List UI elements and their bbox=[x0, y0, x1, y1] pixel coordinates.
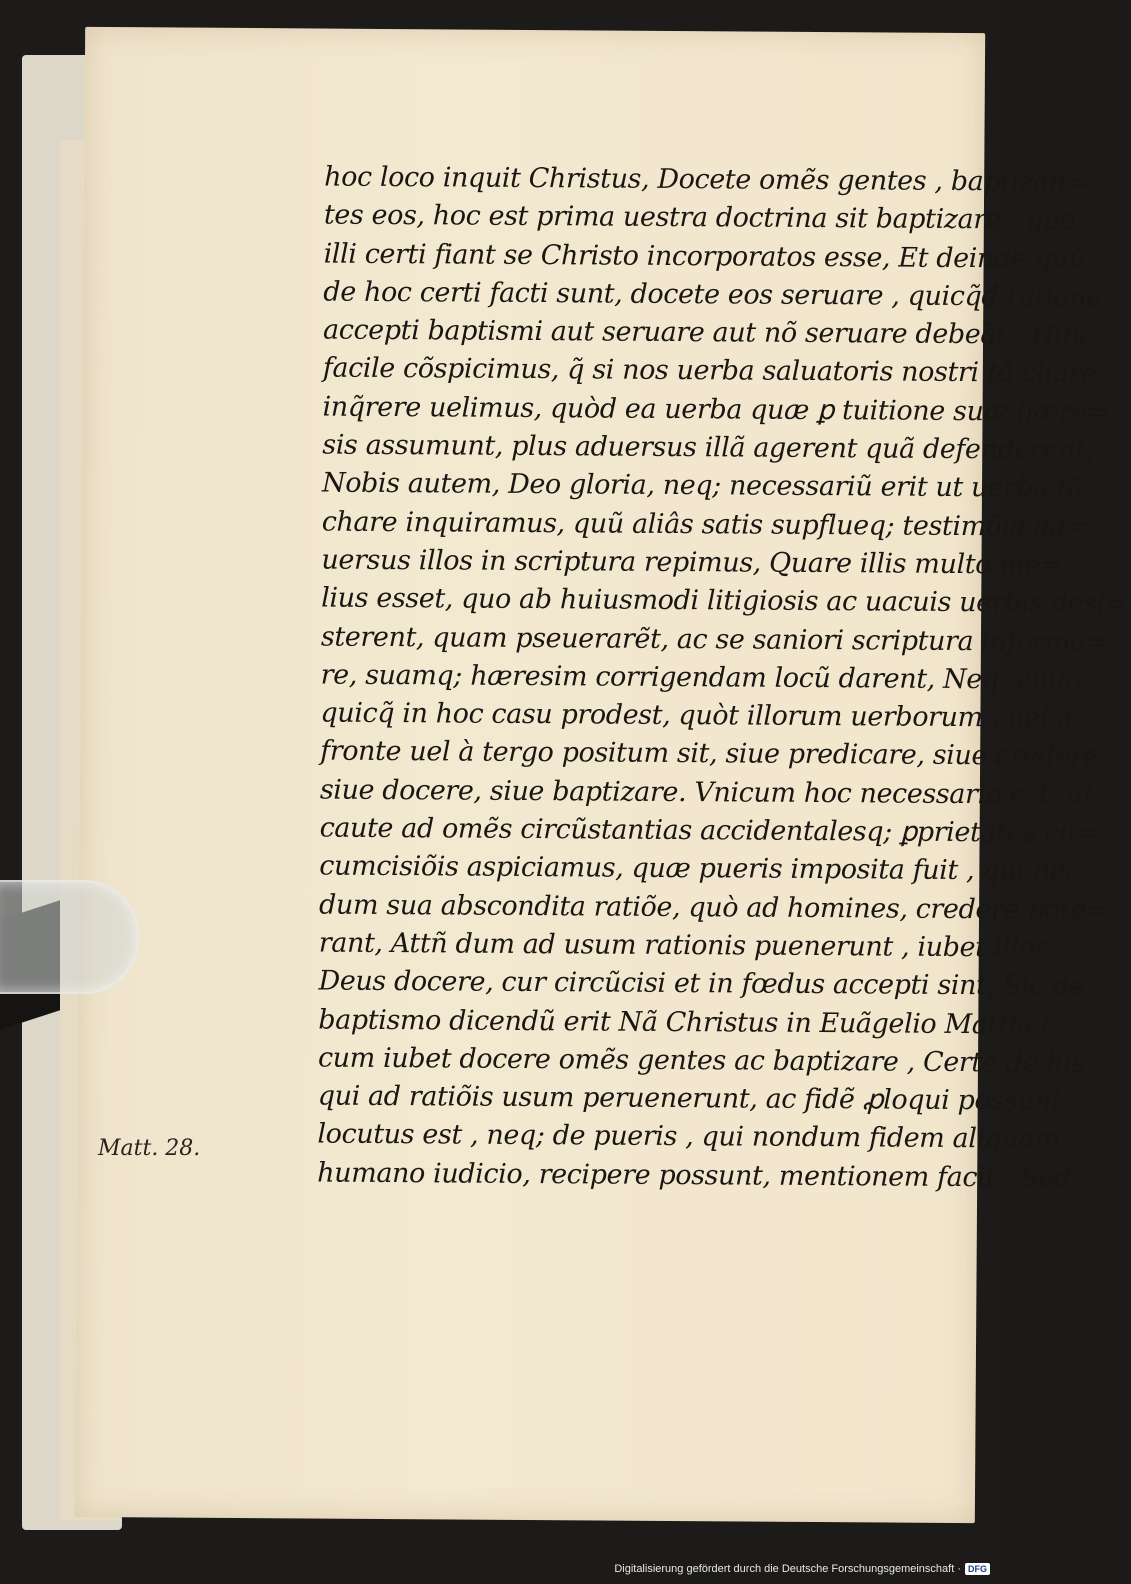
text-line: fronte uel à tergo positum sit, siue predicare, siue credere bbox=[320, 735, 1099, 773]
text-line: tes eos, hoc est prima uestra doctrina sit baptizare , quo bbox=[323, 199, 1076, 237]
glass-clip bbox=[0, 880, 139, 994]
text-line: caute ad omẽs circũstantias accidentalesq; ꝑprietates cir= bbox=[319, 812, 1102, 850]
text-line: rant, Attñ dum ad usum rationis puenerunt , iubet illos bbox=[318, 927, 1048, 964]
text-line: inq̃rere uelimus, quòd ea uerba quæ ꝑ tuitione suæ hære= bbox=[322, 391, 1110, 428]
text-line: hoc loco inquit Christus, Docete omẽs gentes , baptizan= bbox=[324, 161, 1088, 198]
text-line: uersus illos in scriptura repimus, Quare illis multo me= bbox=[321, 544, 1063, 581]
text-line: locutus est , neq; de pueris , qui nondum fidem aliquam, bbox=[317, 1118, 1068, 1156]
text-line: chare inquiramus, quũ aliâs satis supflueq; testimõia ad= bbox=[321, 506, 1089, 543]
text-line: Deus docere, cur circũcisi et in fœdus accepti sint, Sic de bbox=[318, 965, 1085, 1003]
credit-text: Digitalisierung gefördert durch die Deutsche Forschungsgemeinschaft · bbox=[614, 1563, 961, 1575]
text-line: cum iubet docere omẽs gentes ac baptizare , Certe de his bbox=[317, 1042, 1086, 1079]
text-line: facile cõspicimus, q̃ si nos uerba saluatoris nostri tã chare bbox=[322, 353, 1097, 390]
text-line: dum sua abscondita ratiõe, quò ad homines, credere pote= bbox=[318, 889, 1109, 926]
text-line: cumcisiõis aspiciamus, quæ pueris imposita fuit , qui nec bbox=[319, 850, 1081, 888]
marginal-note: Matt. 28. bbox=[98, 1136, 201, 1161]
text-line: siue docere, siue baptizare. Vnicum hoc necessario est, ut bbox=[319, 774, 1094, 811]
text-line: sis assumunt, plus aduersus illã agerent quã defenderent, bbox=[322, 429, 1094, 467]
text-line: quicq̃ in hoc casu prodest, quòt illorum uerborum , uel à bbox=[320, 697, 1073, 734]
text-line: baptismo dicendũ erit Nã Christus in Euãgelio Matthei bbox=[318, 1004, 1050, 1041]
page-text-block bbox=[317, 159, 1128, 1198]
book-page bbox=[75, 27, 1128, 1523]
text-line: de hoc certi facti sunt, docete eos seruare , quicq̃d ratione bbox=[323, 276, 1102, 313]
text-line: lius esset, quo ab huiusmodi litigiosis ac uacuis uerbis desi= bbox=[321, 582, 1128, 620]
text-line: humano iudicio, recipere possunt, mentionem facit , Sed bbox=[317, 1157, 1072, 1194]
text-line: re, suamq; hæresim corrigendam locũ darent, Neq; enim bbox=[320, 659, 1082, 696]
digitization-credit bbox=[614, 1560, 990, 1578]
text-line: qui ad ratiõis usum peruenerunt, ac fidẽ ꝓloqui possunt, bbox=[317, 1080, 1070, 1117]
text-line: sterent, quam pseuerarẽt, ac se saniori scriptura informa= bbox=[320, 621, 1108, 658]
text-line: Nobis autem, Deo gloria, neq; necessariũ erit ut uerba tã bbox=[321, 467, 1084, 505]
dfg-logo: DFG bbox=[965, 1563, 990, 1575]
text-line: accepti baptismi aut seruare aut nõ seruare debeãt , Hinc bbox=[322, 314, 1095, 352]
text-line: illi certi fiant se Christo incorporatos esse, Et deinde quũ bbox=[323, 238, 1086, 275]
